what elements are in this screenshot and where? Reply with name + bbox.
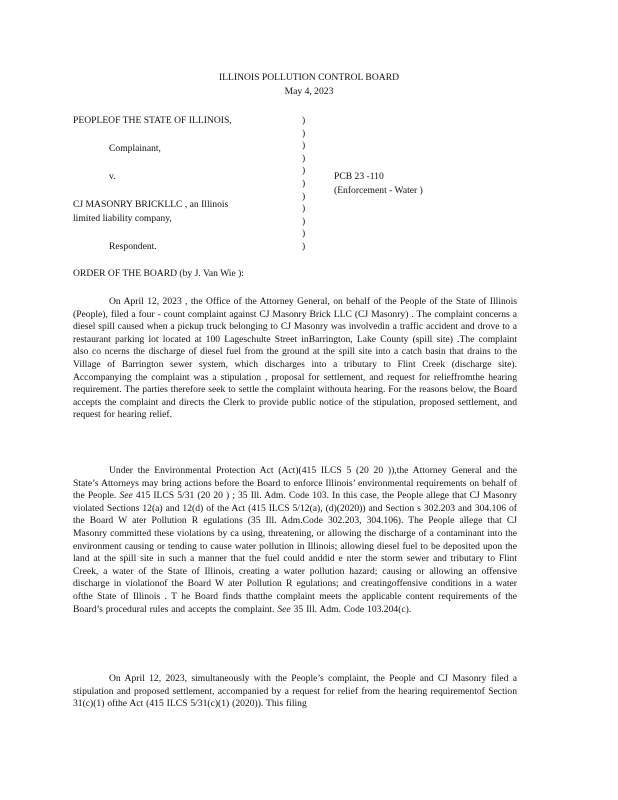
- paren-mark: ): [302, 165, 306, 177]
- paragraph-2: [73, 465, 517, 616]
- paren-mark: ): [302, 240, 306, 252]
- paren-mark: ): [302, 177, 306, 189]
- paren-mark: ): [302, 203, 306, 215]
- paragraph-1: On April 12, 2023 , the Office of the Attorney General, on behalf of the People of the State of Illinois (People), filed a four - count complaint against CJ Masonry Brick LLC (CJ Masonry) . The complaint concerns a diesel spill caused when a pickup truck belonging to CJ Masonry was involvedin a traffic accident and drove to a restaurant parking lot located at 100 Lageschulte Street inBarrington, Lake County (spill site) .The complaint also co ncerns the discharge of diesel fuel from the ground at the spill site into a catch basin that drains to the Village of Barrington sewer system, which discharges into a tributary to Flint Creek (discharge site). Accompanying the complaint was a stipulation , proposal for settlement, and request for relieffromthe hearing requirement. The parties therefore seek to settle the complaint withouta hearing. For the reasons below, the Board accepts the complaint and directs the Clerk to provide public notice of the stipulation, proposed settlement, and request for hearing relief.: [73, 296, 517, 421]
- paragraph-3: On April 12, 2023, simultaneously with the People’s complaint, the People and CJ Masonry filed a stipulation and proposed settlement, accompanied by a request for relief from the hearing requirementof Section 31(c)(1) ofthe Act (415 ILCS 5/31(c)(1) (2020)). This filing: [73, 673, 517, 710]
- paragraph-2-text-a: Under the Environmental Protection Act (Act)(415 ILCS 5 (20 20 )),the Attorney General and the State’s Attorneys may bring actions before the Board to enforce Illinois’ environmental requirements on behalf of the People.: [73, 465, 517, 502]
- case-number: PCB 23 -110: [334, 171, 384, 182]
- paragraph-2-text-c: 35 Ill. Adm. Code 103.204(c).: [290, 603, 412, 615]
- versus-label: v.: [109, 171, 116, 182]
- order-date: May 4, 2023: [284, 86, 334, 97]
- respondent-name-line2: limited liability company,: [73, 213, 172, 224]
- paren-mark: ): [302, 152, 306, 164]
- respondent-name-line1: CJ MASONRY BRICKLLC , an Illinois: [73, 199, 229, 210]
- paren-mark: ): [302, 127, 306, 139]
- see-citation-signal: See: [277, 603, 291, 615]
- paren-mark: ): [302, 228, 306, 240]
- paren-mark: ): [302, 215, 306, 227]
- complainant-role: Complainant,: [109, 143, 161, 154]
- see-citation-signal: See: [119, 490, 133, 502]
- board-title: ILLINOIS POLLUTION CONTROL BOARD: [218, 72, 400, 83]
- respondent-role: Respondent.: [109, 241, 157, 252]
- order-heading: ORDER OF THE BOARD (by J. Van Wie ):: [73, 268, 244, 279]
- paren-mark: ): [302, 140, 306, 152]
- plaintiff-name: PEOPLEOF THE STATE OF ILLINOIS,: [73, 115, 232, 126]
- paren-mark: ): [302, 115, 306, 126]
- paragraph-2-text-b: 415 ILCS 5/31 (20 20 ) ; 35 Ill. Adm. Code 103. In this case, the People allege that CJ Masonry violated Sections 12(a) and 12(d) of the Act (415 ILCS 5/12(a), (d)(2020)) and Section s 302.203 and 304.106 of the Board W ater Pollution R egulations (35 Ill. Adm.Code 302.203, 304.106). The People allege that CJ Masonry committed these violations by ca using, threatening, or allowing the discharge of a contaminant into the environment causing or tending to cause water pollution in Illinois; allowing diesel fuel to be deposited upon the land at the spill site in such a manner that the fuel could anddid e nter the storm sewer and tributary to Flint Creek, a water of the State of Illinois, creating a water pollution hazard; causing or allowing an offensive discharge in violationof the Board W ater Pollution R egulations; and creatingoffensive conditions in a water ofthe State of Illinois . T he Board finds thatthe complaint meets the applicable content requirements of the Board’s procedural rules and accepts the complaint.: [73, 490, 517, 615]
- case-type: (Enforcement - Water ): [334, 185, 423, 196]
- caption-parentheses: [302, 115, 305, 254]
- paren-mark: ): [302, 190, 306, 202]
